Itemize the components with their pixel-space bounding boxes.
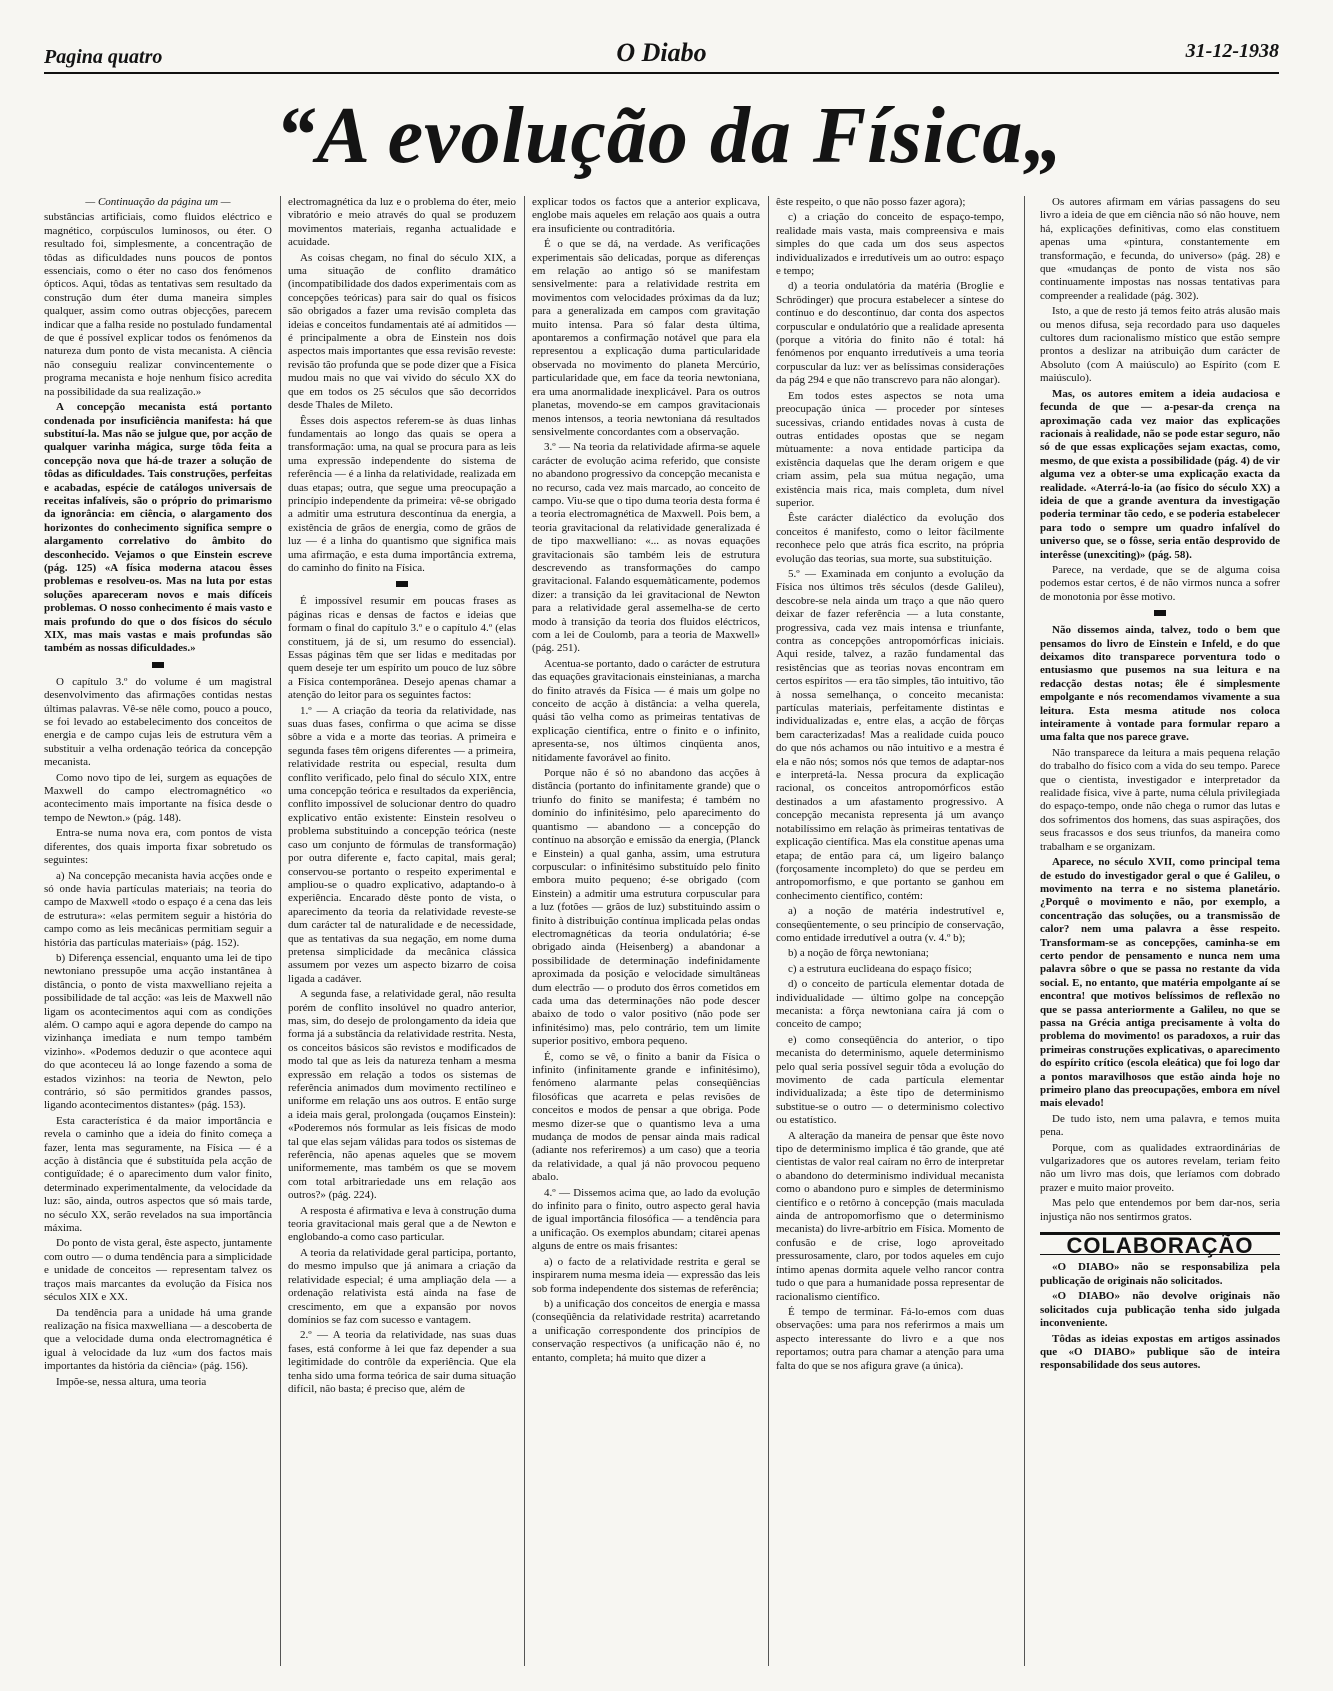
paragraph: Êsses dois aspectos referem-se às duas linhas fundamentais ao longo das quais se opera a transformação: uma, na qual se procura para as leis uma expressão independente do sistema de referência — é a linha da relatividade, realizada em duas etapas; outra, que segue uma preocupação a princípio independente da primeira: vê-se obrigado a admitir uma estrutura descontínua da energia, a existência de grãos de energia, como de grãos de luz — é a linha do quantismo que significa mais uma afirmação, e esta duma importância extrema, do caminho do finito na Física.: [288, 414, 516, 574]
paragraph: É, como se vê, o finito a banir da Física o infinito (infinitamente grande e infinitésimo), fenómeno alarmante pelas conseqüências filosóficas que acarreta e pelas revisões de conceitos e modos de pensar a que obriga. Pode mesmo dizer-se que o quantismo leva a uma mudança de modos de pensar ainda mais radical (adiante nos referiremos) a um caso) que a teoria da relatividade, a qual já não provocou pequeno abalo.: [532, 1050, 760, 1184]
paragraph: c) a estrutura euclideana do espaço físico;: [788, 962, 972, 975]
paragraph: Aparece, no século XVII, como principal tema de estudo do investigador geral o que é Galileu, o movimento na terra e no sistema planetário. ¿Porquê o movimento e não, por exemplo, a concentração das soluções, ou a transmissão de calor? nem uma palavra a êsse respeito. Transformam-se as concepções, caminha-se em certo pendor de pensamento e nunca nem uma palavra sôbre o que se passa no restante da vida social. E, no entanto, que matéria empolgante aí se encontra! que motivos belíssimos de reflexão no que se passa anteriormente a Galileu, no que se passa na Grécia antiga precisamente à volta do problema do movimento! os paradoxos, a ruir das primeiras construções explicativas, o aparecimento do espírito crítico (escola eleática) que foi logo dar a pontos maravilhosos que estão ainda hoje no primeiro plano das preocupações, embora em nível mais elevado!: [1040, 856, 1280, 1110]
paragraph: a) Na concepção mecanista havia acções onde e só onde havia partículas materiais; na teoria do campo de Maxwell «todo o espaço é a cena das leis de estrutura»: «elas permitem seguir a história do campo como as leis mecânicas permitiam seguir a história das partículas materiais» (pág. 152).: [44, 869, 272, 949]
paragraph: É impossível resumir em poucas frases as páginas ricas e densas de factos e ideias que formam o final do capítulo 3.º e o capítulo 4.º (elas constituem, já de si, um resumo do essencial). Essas páginas têm que ser lidas e meditadas por quem deseje ter um espírito um pouco de luz sôbre a Física contemporânea. Desejo apenas chamar a atenção do leitor para os seguintes factos:: [288, 595, 516, 702]
paragraph: É o que se dá, na verdade. As verificações experimentais são delicadas, porque as diferenças em relação ao antigo só se manifestam sensivelmente: para a relatividade restrita em movimentos com velocidades próximas da da luz; para a generalizada em campos com gravitação muito intensa. Para só falar desta última, apontaremos a confirmação notável que para ela representou a explicação duma particularidade observada no movimento do planeta Mercúrio, particularidade que, em face da teoria newtoniana, era uma anormalidade inexplicável. Para os outros planetas, movendo-se em campos gravitacionais menos intensos, a teoria newtoniana dá resultados sensivelmente concordantes com a observação.: [532, 238, 760, 438]
article-column-4: [776, 196, 1004, 1671]
paragraph: b) a noção de fôrça newtoniana;: [788, 947, 929, 960]
continuation-note: — Continuação da página um —: [85, 196, 231, 208]
paragraph: e) como conseqüência do anterior, o tipo mecanista do determinismo, aquele determinismo pelo qual seria possível seguir tôda a evolução do movimento de cada partícula elementar individualizada; a êste tipo de determinismo substitue-se o outro — o determinismo colectivo ou estatístico.: [776, 1033, 1004, 1127]
paragraph: A resposta é afirmativa e leva à construção duma teoria gravitacional mais geral que a de Newton e englobando-a como caso particular.: [288, 1204, 516, 1244]
article-column-1: [44, 196, 272, 1671]
article-column-5: [1040, 196, 1280, 1671]
paragraph: a) o facto de a relatividade restrita e geral se inspirarem numa mesma ideia — expressão das leis sob forma independente dos sistemas de referência;: [532, 1255, 760, 1295]
page-label: Pagina quatro: [44, 46, 163, 68]
header-rule: [44, 72, 1279, 74]
paragraph: Esta característica é da maior importância e revela o caminho que a ideia do finito começa a fazer, lenta mas seguramente, na Física — é a acção à distância que é substituída pela acção de contiguïdade; é o aparecimento dum valor finito, determinado experimentalmente, da velocidade da luz: são, ainda, outros aspectos que só mais tarde, no século XX, serão revelados na sua importância máxima.: [44, 1114, 272, 1235]
article-headline: “A evolução da Física„: [275, 92, 1065, 180]
editorial-notice: «O DIABO» não devolve originais não solicitados cuja publicação tenha sido julgada inconveniente.: [1040, 1290, 1280, 1330]
section-separator: [396, 581, 408, 587]
paragraph: Do ponto de vista geral, êste aspecto, juntamente com outro — o duma tendência para a simplicidade e unidade de conceitos — representam talvez os traços mais marcantes da evolução da Física nos séculos XIX e XX.: [44, 1237, 272, 1304]
paragraph: De tudo isto, nem uma palavra, e temos muita pena.: [1040, 1112, 1280, 1139]
paragraph: Parece, na verdade, que se de alguma coisa podemos estar certos, é de não virmos nunca a sofrer de monotonia por êsse motivo.: [1040, 563, 1280, 603]
paragraph: Isto, a que de resto já temos feito atrás alusão mais ou menos difusa, seja recordado para uso daqueles cultores dum racionalismo místico que estão sempre prontos a deslizar na atribuição dum carácter de Absoluto (com A maiúsculo) ao Espírito (com E maiúsculo).: [1040, 305, 1280, 385]
paragraph: c) a criação do conceito de espaço-tempo, realidade mais vasta, mais compreensiva e mais simples do que cada um dos seus aspectos individualizados e irredutíveis um ao outro: espaço e tempo;: [776, 211, 1004, 278]
editorial-notice: «O DIABO» não se responsabiliza pela publicação de originais não solicitados.: [1040, 1261, 1280, 1287]
article-column-3: [532, 196, 760, 1671]
paragraph: Êste carácter dialéctico da evolução dos conceitos é manifesto, como o leitor fàcilmente reconhece pelo que atrás fica escrito, na própria evolução das teorias, sua morte, sua substituição.: [776, 512, 1004, 565]
paragraph: A teoria da relatividade geral participa, portanto, do mesmo impulso que já animara a criação da relatividade especial; é uma ampliação dela — a ordenação relativista está ainda na fase de crescimento, em que a expansão por novos domínios se faz com sucesso e vantagem.: [288, 1246, 516, 1326]
column-divider: [280, 196, 281, 1666]
paragraph: Impõe-se, nessa altura, uma teoria: [56, 1375, 207, 1388]
paragraph: A segunda fase, a relatividade geral, não resulta porém de conflito insolúvel no quadro anterior, mas, sim, do desejo de prolongamento da ideia que forma já a substância da relatividade restrita. Nesta, os conceitos básicos são revistos e modificados de modo tal que as leis da natureza tenham a mesma expressão em relação a todos os sistemas de referência animados dum movimento rectilíneo e uniforme em relação uns aos outros. E então surge a ideia mais geral, prolongada (ouçamos Einstein): «Poderemos nós formular as leis físicas de modo tal que elas sejam válidas para todos os sistemas de referência, não apenas aqueles que se movem uniformemente, mas também os que se movem com total arbitrariedade uns em relação aos outros?» (pág. 224).: [288, 988, 516, 1202]
colaboracao-heading: COLABORAÇÃO: [1040, 1232, 1280, 1255]
paragraph: Como novo tipo de lei, surgem as equações de Maxwell do campo electromagnético «o acontecimento mais importante na física desde o tempo de Newton.» (pág. 148).: [44, 771, 272, 824]
paragraph: b) Diferença essencial, enquanto uma lei de tipo newtoniano pressupõe uma acção instantânea à distância, o ponto de vista maxwelliano rejeita a possibilidade de tal acção: «as leis de Maxwell não ligam os acontecimentos aqui com as condições além. O campo aqui e agora depende do campo na vizinhança imediata e num tempo também vizinho». «Podemos deduzir o que acontece aqui do que aconteceu lá ao longe fazendo a soma de estados vizinhos: na teoria de Newton, pelo contrário, só são permitidos grandes passos, ligando acontecimentos distantes» (pág. 153).: [44, 951, 272, 1112]
paragraph: Os autores afirmam em várias passagens do seu livro a ideia de que em ciência não só não houve, nem há, explicações definitivas, como elas constituem apenas uma «pintura, constantemente em transformação, e fecunda, do universo» (pág. 28) e que «mudanças de ponto de vista nos são continuamente impostas nas nossas tentativas para compreender a realidade (pág. 302).: [1040, 196, 1280, 302]
paragraph: As coisas chegam, no final do século XIX, a uma situação de conflito dramático (incompatibilidade dos dados experimentais com as concepções teóricas) para sair do qual os físicos são obrigados a fazer uma revisão completa das ideias e conceitos fundamentais até aí admitidos — é principalmente a obra de Einstein nos dois aspectos mais importantes que essa revisão reveste: revisão tão profunda que se pode dizer que a Física mudou mais no que vai vivido do século XX do que em todos os 25 séculos que são decorridos desde Thales de Mileto.: [288, 251, 516, 412]
paragraph: 1.º — A criação da teoria da relatividade, nas suas duas fases, confirma o que acima se disse sôbre a vida e a morte das teorias. A primeira e segunda fases têm origens diferentes — a primeira, relatividade restrita ou especial, resulta dum conflito verificado, pelo final do século XIX, entre uma concepção teórica e resultados da experiência, conflito impossível de solucionar dentro do quadro explicativo então existente: Einstein resolveu o problema substituindo a concepção teórica (neste caso um conjunto de fórmulas de transformação) por outra diferente e, facto capital, mais geral; conservou-se portanto o respeito experimental e ampliou-se o quadro explicativo, adaptando-o à experiência. Encarado dêste ponto de vista, o aparecimento da teoria da relatividade reveste-se dum carácter tal de naturalidade e de necessidade, que as tentativas da sua negação, em nome duma pretensa simplicidade da mecânica clássica assumem por vezes um aspecto bizarro de coisa ligada a cadáver.: [288, 704, 516, 985]
paragraph: Não transparece da leitura a mais pequena relação do trabalho do físico com a vida do seu tempo. Parece que o cientista, investigador e interpretador da realidade física, vive à parte, numa célula privilegiada do espaço-tempo, onde não chega o rumor das lutas e dos sofrimentos dos homens, das suas aspirações, dos seus fracassos e dos seus triunfos, da maneira como trabalham e se organizam.: [1040, 746, 1280, 853]
column-divider: [524, 196, 525, 1666]
page-header: [44, 36, 1279, 72]
paragraph: explicar todos os factos que a anterior explicava, englobe mais aqueles em relação aos quais a outra era insuficiente ou contraditória.: [532, 196, 760, 235]
paragraph: 2.º — A teoria da relatividade, nas suas duas fases, está conforme à lei que faz depender a sua legitimidade do contrôle da experiência. Que ela tenha sido uma forma teórica de sair duma situação difícil, não basta; é preciso que, além de: [288, 1329, 516, 1395]
paragraph: substâncias artificiais, como fluidos eléctrico e magnético, corpúsculos luminosos, ou éter. O resultado foi, simplesmente, a concentração de tôdas as dificuldades nuns poucos de pontos essenciais, como o éter no caso dos fenómenos ópticos. Aqui, tôdas as tentativas sem resultado da construção dum éter duma maneira simples qualquer, assim como outras objecções, parecem indicar que a falha reside no postulado fundamental de que é possível explicar todos os fenómenos da natureza dum ponto de vista mecanista. A ciência não conseguiu realizar convincentemente o programa mecanista e hoje nenhum físico acredita na possibilidade da sua realização.»: [44, 211, 272, 398]
paragraph: O capítulo 3.º do volume é um magistral desenvolvimento das afirmações contidas nestas últimas palavras. Vê-se nêle como, pouco a pouco, se foi levado ao estabelecimento dos conceitos de energia e de campo cujas leis de estrutura vêm a substituir a velha ordenação teórica da concepção mecanista.: [44, 675, 272, 769]
column-divider: [768, 196, 769, 1666]
paragraph: 4.º — Dissemos acima que, ao lado da evolução do infinito para o finito, outro aspecto geral havia de igual importância filosófica — a tendência para a unificação. Os exemplos abundam; citarei apenas alguns de entre os mais frisantes:: [532, 1186, 760, 1253]
paragraph: Porque não é só no abandono das acções à distância (portanto do infinitamente grande) que o triunfo do finito se manifesta; é também no domínio do infinitésimo, pelo aparecimento do quantismo — abandono — a concepção do contínuo na absorção e emissão da energia, (Planck e Einstein) a qual ganha, assim, uma estrutura corpuscular: o infinitésimo substituído pelo finito embora muito pequeno; é-se obrigado (com Einstein) a admitir uma estrutura corpuscular para a luz (fotões — grãos de luz) substituindo assim o finito à distribuição contínua implicada pelas ondas electromagnéticas da teoria ondulatória; é-se obrigado ainda (Heisenberg) a abandonar a possibilidade de determinação indefinidamente aproximada da posição e velocidade simultâneas dum electrão — o produto dos êrros cometidos em cada uma das determinações não pode descer abaixo de todo o valor positivo (não pode ser infinitésimo) mas, pelo contrário, tem um limite superior positivo, embora pequeno.: [532, 767, 760, 1048]
newspaper-name: O Diabo: [616, 38, 707, 67]
paragraph: A concepção mecanista está portanto condenada por insuficiência manifesta: há que substituí-la. Mas não se julgue que, por acção de qualquer varinha mágica, surge tôda feita a concepção nova que há-de trazer a solução de tôdas as dificuldades. Tais construções, perfeitas e acabadas, espécie de catálogos universais de receitas infalíveis, são o próprio do primarismo da ignorância: em ciência, o alargamento dos horizontes do conhecimento significa sempre o alargamento correlativo do âmbito do desconhecido. Vejamos o que Einstein escreve (pág. 125) «A física moderna atacou êsses problemas e resolveu-os. Mas na luta por estas soluções apareceram novos e mais difíceis problemas. O nosso conhecimento é mais vasto e mais profundo do que o dos físicos do século XIX, mas mais vastas e mais profundas são também as nossas dificuldades.»: [44, 401, 272, 655]
paragraph: Não dissemos ainda, talvez, todo o bem que pensamos do livro de Einstein e Infeld, e do que deixamos dito transparece porventura todo o entusiasmo que pusemos na sua leitura e na redacção destas notas; êle é simplesmente empolgante e nós recomendamos vivamente a sua leitura. Esta mesma atitude nos coloca inteiramente à vontade para formular reparo a uma falta que nos parece grave.: [1040, 624, 1280, 744]
article-column-2: [288, 196, 516, 1671]
paragraph: Acentua-se portanto, dado o carácter de estrutura das equações gravitacionais einsteinianas, a marcha do finito através da Física — é mais um golpe no conceito de acção à distância: a velha querela, quási tão velha como as primeiras tentativas de explicação científica, entre o finito e o infinito, apresenta-se, nos últimos cinqüenta anos, nitidamente favorável ao finito.: [532, 657, 760, 764]
paragraph: Mas pelo que entendemos por bem dar-nos, seria injustiça não nos sentirmos gratos.: [1040, 1197, 1280, 1223]
paragraph: 5.º — Examinada em conjunto a evolução da Física nos últimos três séculos (desde Galileu), descobre-se nela ainda um traço a que não quero deixar de fazer referência — a luta constante, progressiva, cada vez mais intensa e triunfante, contra as concepções antropomórficas iniciais. Aqui reside, talvez, a razão fundamental das resistências que as teorias novas encontram em certos espíritos — era tão simples, tão intuitivo, tão à nossa semelhança, o conceito mecanista: partículas materiais, perfeitamente distintas e individualizadas e, entre elas, a acção de fôrças bem caracterizadas! Mas a realidade cuida pouco do que nós achamos ou não intuitivo e a mestra é ela e não nós; somos nós que temos de adaptar-nos e interpretá-la. Nessa procura da explicação racional, os conceitos antropomórficos estão destinados a um afastamento progressivo. A concepção mecanista representa já um avanço notabilíssimo em relação às primeiras tentativas de explicação científica. Mas ela constitue apenas uma etapa; de então para cá, um ligeiro balanço (forçosamente incompleto) do que se perdeu em antropomorfismo, e que portanto se ganhou em conhecimento científico, contém:: [776, 567, 1004, 902]
paragraph: A alteração da maneira de pensar que êste novo tipo de determinismo implica é tão grande, que até cientistas de valor real caíram no êrro de interpretar o abandono do determinismo individual mecanista como o abandono puro e simples de determinismo científico e o retôrno à concepção (mais maculada ainda de antropomorfismo que o determinismo mecanista) do livre-arbítrio em Física. Momento de confusão e de crise, logo aproveitado pressurosamente, claro, por todos aqueles em cujo íntimo apenas dormita aquele velho rancor contra tudo o que para a humanidade possa representar de racionalismo científico.: [776, 1129, 1004, 1303]
paragraph: Entra-se numa nova era, com pontos de vista diferentes, dos quais importa fixar sobretudo os seguintes:: [44, 827, 272, 867]
paragraph: b) a unificação dos conceitos de energia e massa (conseqüência da relatividade restrita) acarretando a unificação correspondente dos princípios de conservação respectivos (a unificação não é, no entanto, completa; há muito que dizer a: [532, 1297, 760, 1364]
section-separator: [152, 662, 164, 668]
paragraph: a) a noção de matéria indestrutível e, conseqüentemente, o seu princípio de conservação, como entidade irredutível a outra (v. 4.º b);: [776, 905, 1004, 944]
paragraph: Mas, os autores emitem a ideia audaciosa e fecunda de que — a-pesar-da crença na aproximação cada vez maior das explicações racionais à realidade, não se pode estar seguro, não só de que essas explicações sejam exactas, como, mesmo, de que exista a possibilidade (pág. 4) de vir alguma vez a obter-se uma explicação exacta da realidade. «Aterrá-lo-ia (ao físico do século XX) a ideia de que a grande aventura da investigação poderia terminar tão cedo, e se poderia estabelecer para todo o sempre um quadro infalível do universo que, se o fôsse, seria então desprovido de interêsse (unexciting)» (pág. 58).: [1040, 387, 1280, 561]
paragraph: Da tendência para a unidade há uma grande realização na física maxwelliana — a descoberta de que a velocidade duma onda electromagnética é igual à velocidade da luz «um dos factos mais importantes da história da ciência» (pág. 156).: [44, 1306, 272, 1373]
paragraph: Em todos estes aspectos se nota uma preocupação única — proceder por sínteses sucessivas, criando entidades novas à custa de outras entidades opostas que se negam mùtuamente: a nova entidade participa da existência daquelas que lhe deram origem e que criam assim, pela sua mútua negação, uma existência mais rica, mais completa, dum nível superior.: [776, 389, 1004, 509]
paragraph: electromagnética da luz e o problema do éter, meio vibratório e meio através do qual se produzem movimentos materiais, reganha actualidade e acuidade.: [288, 196, 516, 249]
paragraph: d) a teoria ondulatória da matéria (Broglie e Schrödinger) que procura estabelecer a síntese do contínuo e do descontínuo, dar conta dos aspectos corpuscular e ondulatório que a realidade apresenta (porque a vitória do finito não é total: há fenómenos por enquanto irredutíveis a uma teoria corpuscular da luz: ver as belíssimas considerações da pág 294 e que não transcrevo para não alongar).: [776, 280, 1004, 387]
paragraph: É tempo de terminar. Fá-lo-emos com duas observações: uma para nos referirmos a mais um aspecto interessante do livro e a que nos reportamos; outra para chamar a atenção para uma falta do que se nos afigura grave (a única).: [776, 1305, 1004, 1372]
paragraph: êste respeito, o que não posso fazer agora);: [776, 196, 966, 208]
paragraph: 3.º — Na teoria da relatividade afirma-se aquele carácter de evolução acima referido, que consiste no abandono progressivo da concepção mecanista e no recurso, cada vez mais marcado, ao conceito de campo. Viu-se que o tipo duma teoria desta forma é a teoria electromagnética de Maxwell. Pois bem, a teoria gravitacional da relatividade generalizada é de tipo maxwelliano: «... as novas equações gravitacionais são também leis de estrutura descrevendo as transformações do campo gravitacional. Falando esquemàticamente, podemos dizer: a transição da lei gravitacional de Newton para a relatividade geral assemelha-se de certo modo à transição da teoria dos fluidos eléctricos, com a lei de Coulomb, para a teoria de Maxwell» (pág. 251).: [532, 441, 760, 655]
paragraph: d) o conceito de partícula elementar dotada de individualidade — último golpe na concepção mecanista: a fôrça newtoniana caíra já com o conceito de campo;: [776, 978, 1004, 1031]
section-separator: [1154, 610, 1166, 616]
editorial-notice: Tôdas as ideias expostas em artigos assinados que «O DIABO» publique são de inteira responsabilidade dos seus autores.: [1040, 1332, 1280, 1372]
column-divider: [1024, 196, 1025, 1666]
issue-date: 31-12-1938: [1185, 40, 1279, 62]
paragraph: Porque, com as qualidades extraordinárias de vulgarizadores que os autores revelam, teriam feito não um livro mas dois, que leríamos com dobrado prazer e muito maior proveito.: [1040, 1141, 1280, 1194]
